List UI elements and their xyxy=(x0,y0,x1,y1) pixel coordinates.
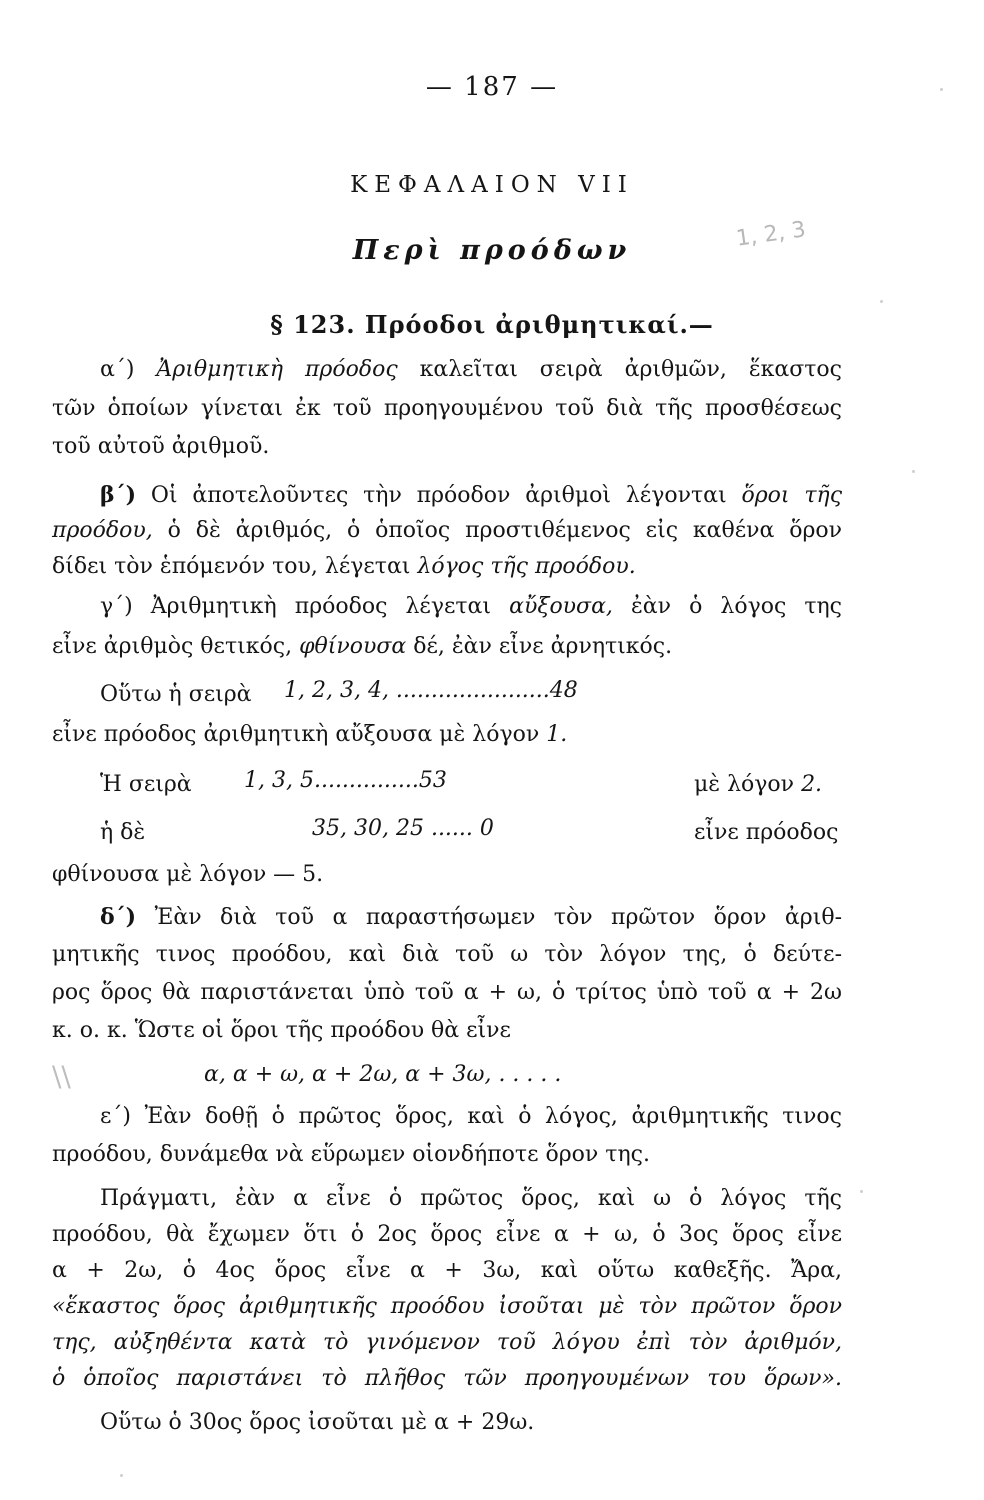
example-2-ratio xyxy=(694,770,822,800)
pencil-annotation: 1, 2, 3 xyxy=(734,217,808,252)
para-c-line-2 xyxy=(52,632,842,662)
para-d-formula: α, α + ω, α + 2ω, α + 3ω, . . . . . xyxy=(204,1062,562,1087)
para-c-label: γ΄) xyxy=(100,594,133,619)
para-a-label: α΄) xyxy=(100,357,135,382)
para-c-line-1-b: ἐὰν ὁ λόγος της xyxy=(631,594,843,619)
example-3-intro: ἡ δὲ xyxy=(100,820,146,845)
para-d-line-2: μητικῆς τινος προόδου, καὶ διὰ τοῦ ω τὸν λόγον της, ὁ δεύτε- xyxy=(52,942,842,967)
para-e-line-2: προόδου, δυνάμεθα νὰ εὕρωμεν οἱονδήποτε ὅρον της. xyxy=(52,1142,650,1167)
para-d-line-4: κ. ο. κ. Ὥστε οἱ ὅροι τῆς προόδου θὰ εἶνε xyxy=(52,1018,511,1043)
para-d-line-3: ρος ὅρος θὰ παριστάνεται ὑπὸ τοῦ α + ω, ὁ τρίτος ὑπὸ τοῦ α + 2ω xyxy=(52,980,842,1005)
section-heading: § 123. Πρόοδοι ἀριθμητικαί.— xyxy=(270,310,714,339)
para-c-line-2-a: εἶνε ἀριθμὸς θετικός, xyxy=(52,634,293,659)
example-2-intro: Ἡ σειρὰ xyxy=(100,772,192,797)
example-2-ratio-text: μὲ λόγον xyxy=(694,772,795,797)
para-b-line-3-a: δίδει τὸν ἑπόμενόν του, λέγεται xyxy=(52,554,411,579)
chapter-title: ΚΕΦΑΛΑΙΟΝ VII xyxy=(350,172,634,198)
para-e-line-6: «ἕκαστος ὅρος ἀριθμητικῆς προόδου ἰσοῦται μὲ τὸν πρῶτον ὅρον xyxy=(52,1294,842,1319)
para-c-term-2: φθίνουσα xyxy=(299,634,407,659)
para-b-term-2: λόγος τῆς προόδου. xyxy=(417,554,636,579)
para-a-term: Ἀριθμητικὴ πρόοδος xyxy=(156,357,398,382)
para-e-line-7: της, αὐξηθέντα κατὰ τὸ γινόμενον τοῦ λόγου ἐπὶ τὸν ἀριθμόν, xyxy=(52,1330,842,1355)
page-number: — 187 — xyxy=(425,72,559,102)
scratch-mark: \\ xyxy=(52,1060,71,1093)
chapter-subtitle: Περὶ προόδων xyxy=(352,235,632,266)
para-b-label: β΄) xyxy=(100,482,137,508)
para-d-line-1 xyxy=(100,902,842,933)
example-1-terms: 1, 2, 3, 4, ......................48 xyxy=(284,678,578,703)
example-1-intro: Οὕτω ἡ σειρὰ xyxy=(100,682,252,707)
para-e-label: ε΄) xyxy=(100,1104,131,1129)
example-3-next: φθίνουσα μὲ λόγον — 5. xyxy=(52,862,324,887)
para-a-line-3: τοῦ αὐτοῦ ἀριθμοῦ. xyxy=(52,434,270,459)
para-b-term-1: ὅροι τῆς xyxy=(741,483,843,508)
para-e-line-8: ὁ ὁποῖος παριστάνει τὸ πλῆθος τῶν προηγουμένων του ὅρων». xyxy=(52,1366,842,1391)
para-e-line-1 xyxy=(100,1102,842,1132)
para-b-line-2-rest: ὁ δὲ ἀριθμός, ὁ ὁποῖος προστιθέμενος εἰς καθένα ὅρον xyxy=(167,518,842,543)
para-b-line-1-a: Οἱ ἀποτελοῦντες τὴν πρόοδον ἀριθμοὶ λέγονται xyxy=(150,483,727,508)
example-1-ratio: 1. xyxy=(546,722,568,747)
example-1-after xyxy=(52,720,567,750)
example-2-ratio-value: 2. xyxy=(801,772,823,797)
para-a-line-1 xyxy=(100,355,842,385)
para-c-line-1-a: Ἀριθμητικὴ πρόοδος λέγεται xyxy=(150,594,492,619)
example-2-terms: 1, 3, 5...............53 xyxy=(244,768,447,793)
para-c-line-2-b: δέ, ἐὰν εἶνε ἀρνητικός. xyxy=(413,634,673,659)
para-c-line-1 xyxy=(100,592,842,622)
para-b-line-2 xyxy=(52,516,842,546)
para-b-line-3 xyxy=(52,552,842,582)
para-e-line-5: α + 2ω, ὁ 4ος ὅρος εἶνε α + 3ω, καὶ οὕτω καθεξῆς. Ἄρα, xyxy=(52,1258,842,1283)
para-c-term-1: αὔξουσα, xyxy=(509,594,613,619)
para-a-line-1-rest: καλεῖται σειρὰ ἀριθμῶν, ἕκαστος xyxy=(419,357,842,382)
para-b-line-1 xyxy=(100,480,842,511)
example-3-tail: εἶνε πρόοδος xyxy=(694,820,839,845)
para-e-line-9: Οὕτω ὁ 30ος ὅρος ἰσοῦται μὲ α + 29ω. xyxy=(100,1410,535,1435)
para-b-term-1b: προόδου, xyxy=(52,518,153,543)
para-e-line-3: Πράγματι, ἐὰν α εἶνε ὁ πρῶτος ὅρος, καὶ ω ὁ λόγος τῆς xyxy=(100,1186,842,1211)
para-e-line-1-text: Ἐὰν δοθῇ ὁ πρῶτος ὅρος, καὶ ὁ λόγος, ἀριθμητικῆς τινος xyxy=(144,1104,842,1129)
para-e-line-4: προόδου, θὰ ἔχωμεν ὅτι ὁ 2ος ὅρος εἶνε α + ω, ὁ 3ος ὅρος εἶνε xyxy=(52,1222,842,1247)
example-1-after-text: εἶνε πρόοδος ἀριθμητικὴ αὔξουσα μὲ λόγον xyxy=(52,722,540,747)
para-a-line-2: τῶν ὁποίων γίνεται ἐκ τοῦ προηγουμένου τοῦ διὰ τῆς προσθέσεως xyxy=(52,396,842,421)
example-3-terms: 35, 30, 25 ...... 0 xyxy=(312,816,494,841)
para-d-line-1-text: Ἐὰν διὰ τοῦ α παραστήσωμεν τὸν πρῶτον ὅρον ἀριθ- xyxy=(154,905,843,930)
para-d-label: δ΄) xyxy=(100,904,137,930)
